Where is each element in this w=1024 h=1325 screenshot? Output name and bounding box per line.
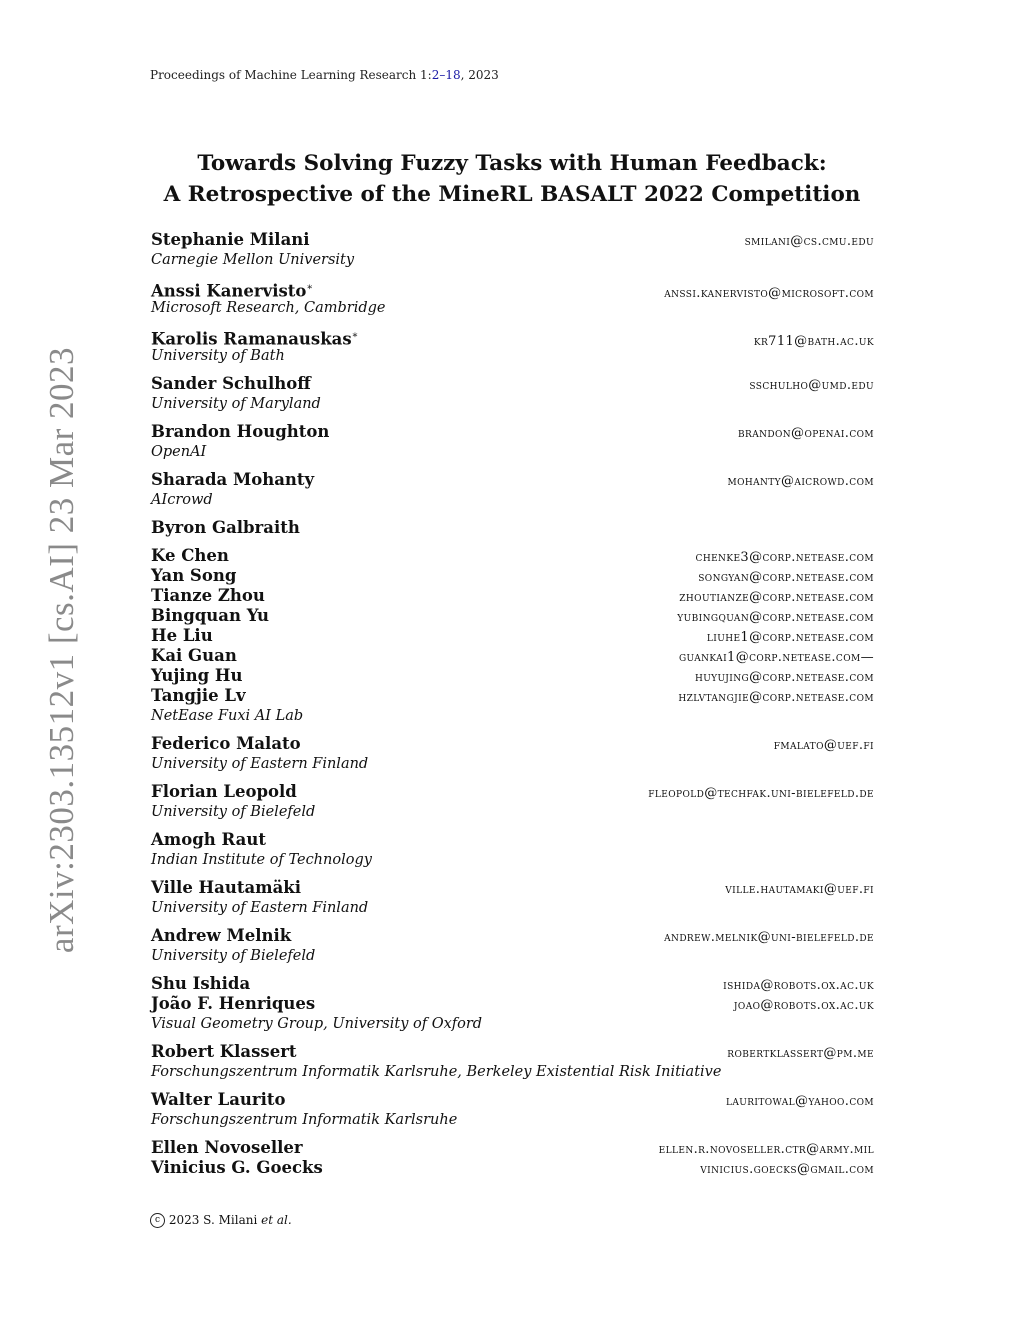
author-row [151,518,874,538]
author-affiliation: NetEase Fuxi AI Lab [151,708,304,724]
author-email[interactable]: fleopold@techfak.uni-bielefeld.de [648,786,874,801]
author-affiliation: AIcrowd [151,492,213,508]
author-name [151,230,310,250]
author-list [151,230,874,1186]
author-name-text: Florian Leopold [151,782,297,801]
author-name-text: Shu Ishida [151,974,251,993]
header-year: , 2023 [460,68,499,82]
author-row [151,626,874,646]
author-row [151,470,874,490]
author-name-text: João F. Henriques [151,994,316,1013]
author-group [151,278,874,318]
author-row [151,666,874,686]
author-group [151,782,874,822]
author-affiliation: University of Bielefeld [151,948,316,964]
author-name-text: Byron Galbraith [151,518,300,537]
author-row [151,566,874,586]
author-group [151,1042,874,1082]
author-group [151,734,874,774]
author-email[interactable]: robertklassert@pm.me [727,1046,874,1061]
author-row [151,1138,874,1158]
author-name-text: Sharada Mohanty [151,470,315,489]
author-row [151,326,874,349]
title-line-2: A Retrospective of the MineRL BASALT 2022 Competition [163,182,861,207]
author-name-text: Anssi Kanervisto [151,281,307,301]
author-name [151,1158,323,1178]
author-row [151,782,874,802]
author-affiliation: University of Maryland [151,396,321,412]
author-group [151,374,874,414]
author-name [151,374,311,394]
author-name-text: Bingquan Yu [151,606,270,625]
author-name [151,878,301,898]
author-name-text: Tangjie Lv [151,686,246,705]
author-name [151,994,315,1014]
author-row [151,422,874,442]
author-name [151,666,242,686]
author-affiliation: Microsoft Research, Cambridge [151,300,386,316]
author-name [151,546,229,566]
author-email[interactable]: liuhe1@corp.netease.com [706,630,874,645]
author-name-text: Kai Guan [151,646,237,665]
author-email[interactable]: lauritowal@yahoo.com [725,1094,874,1109]
author-name-text: Tianze Zhou [151,586,265,605]
author-group [151,518,874,538]
author-group [151,926,874,966]
author-name-text: Yan Song [151,566,237,585]
author-group [151,470,874,510]
author-group [151,1090,874,1130]
author-email[interactable]: vinicius.goecks@gmail.com [700,1162,874,1177]
running-header [150,68,499,82]
author-email[interactable]: songyan@corp.netease.com [698,570,874,585]
author-name [151,586,265,606]
author-email[interactable]: kr711@bath.ac.uk [753,333,874,349]
author-name [151,626,213,646]
author-name [151,646,237,666]
author-group [151,546,874,726]
author-name-text: Walter Laurito [151,1090,286,1109]
author-name-text: Ke Chen [151,546,229,565]
author-group [151,878,874,918]
author-name-text: Amogh Raut [151,830,266,849]
author-email[interactable]: smilani@cs.cmu.edu [744,234,874,249]
author-name-text: Vinicius G. Goecks [151,1158,323,1177]
author-email[interactable]: huyujing@corp.netease.com [694,670,874,685]
author-name-text: Andrew Melnik [151,926,292,945]
author-email[interactable]: brandon@openai.com [738,426,874,441]
author-name-text: Federico Malato [151,734,301,753]
author-email[interactable]: ville.hautamaki@uef.fi [725,882,874,897]
author-name-text: Ville Hautamäki [151,878,301,897]
author-email[interactable]: guankai1@corp.netease.com— [678,650,874,665]
author-group [151,1138,874,1178]
author-name [151,782,297,802]
author-affiliation: University of Bielefeld [151,804,316,820]
author-name [151,518,300,538]
author-row [151,926,874,946]
author-name [151,686,246,706]
author-name-text: He Liu [151,626,213,645]
author-row [151,606,874,626]
author-row [151,646,874,666]
author-name-text: Stephanie Milani [151,230,310,249]
copyright-text: 2023 S. Milani [168,1213,262,1227]
author-name-text: Robert Klassert [151,1042,297,1061]
copyright-icon: c [150,1213,165,1228]
author-group [151,230,874,270]
author-affiliation: Forschungszentrum Informatik Karlsruhe, Berkeley Existential Risk Initiative [151,1064,722,1080]
author-email[interactable]: hzlvtangjie@corp.netease.com [678,690,874,705]
author-group [151,422,874,462]
author-name [151,422,329,442]
author-email[interactable]: zhoutianze@corp.netease.com [679,590,874,605]
author-affiliation: Indian Institute of Technology [151,852,372,868]
author-row [151,878,874,898]
pages-link[interactable]: 2–18 [431,68,461,82]
author-row [151,686,874,706]
author-row [151,974,874,994]
author-email[interactable]: andrew.melnik@uni-bielefeld.de [664,930,874,945]
author-name [151,1042,297,1062]
author-row [151,1042,874,1062]
author-email[interactable]: sschulho@umd.edu [749,378,874,393]
author-email[interactable]: mohanty@aicrowd.com [727,474,874,489]
author-affiliation: University of Eastern Finland [151,900,369,916]
paper-title [0,148,1024,210]
author-name-text: Karolis Ramanauskas [151,329,352,349]
author-name [151,566,236,586]
arxiv-stamp: arXiv:2303.13512v1 [cs.AI] 23 Mar 2023 [42,346,81,954]
author-row [151,230,874,250]
author-row [151,1090,874,1110]
equal-contribution-mark: ∗ [351,330,359,341]
author-row [151,734,874,754]
author-name [151,734,301,754]
author-group [151,974,874,1034]
author-name-text: Brandon Houghton [151,422,330,441]
author-name [151,470,314,490]
equal-contribution-mark: ∗ [306,282,314,293]
author-group [151,326,874,366]
author-email[interactable]: fmalato@uef.fi [773,738,874,753]
author-affiliation: Forschungszentrum Informatik Karlsruhe [151,1112,458,1128]
copyright-footer [150,1213,292,1228]
author-row [151,546,874,566]
author-email[interactable]: joao@robots.ox.ac.uk [733,998,874,1013]
author-name-text: Ellen Novoseller [151,1138,303,1157]
author-name [151,1090,286,1110]
author-affiliation: OpenAI [151,444,207,460]
author-affiliation: Visual Geometry Group, University of Oxford [151,1016,483,1032]
author-email[interactable]: ishida@robots.ox.ac.uk [723,978,874,993]
author-email[interactable]: anssi.kanervisto@microsoft.com [664,285,874,301]
author-email[interactable]: yubingquan@corp.netease.com [677,610,874,625]
author-name [151,606,269,626]
journal-name: Proceedings of Machine Learning Research 1: [150,68,432,82]
author-group [151,830,874,870]
author-row [151,1158,874,1178]
author-name [151,1138,303,1158]
author-row [151,994,874,1014]
author-affiliation: University of Bath [151,348,285,364]
author-name-text: Sander Schulhoff [151,374,311,393]
author-row [151,374,874,394]
author-name [151,974,250,994]
author-name [151,830,266,850]
author-row [151,586,874,606]
copyright-et-al: et al. [261,1213,292,1227]
author-affiliation: Carnegie Mellon University [151,252,355,268]
author-affiliation: University of Eastern Finland [151,756,369,772]
title-line-1: Towards Solving Fuzzy Tasks with Human Feedback: [197,151,827,176]
author-email[interactable]: chenke3@corp.netease.com [695,550,874,565]
author-name [151,926,291,946]
author-row [151,830,874,850]
author-name-text: Yujing Hu [151,666,243,685]
author-row [151,278,874,301]
author-email[interactable]: ellen.r.novoseller.ctr@army.mil [658,1142,874,1157]
